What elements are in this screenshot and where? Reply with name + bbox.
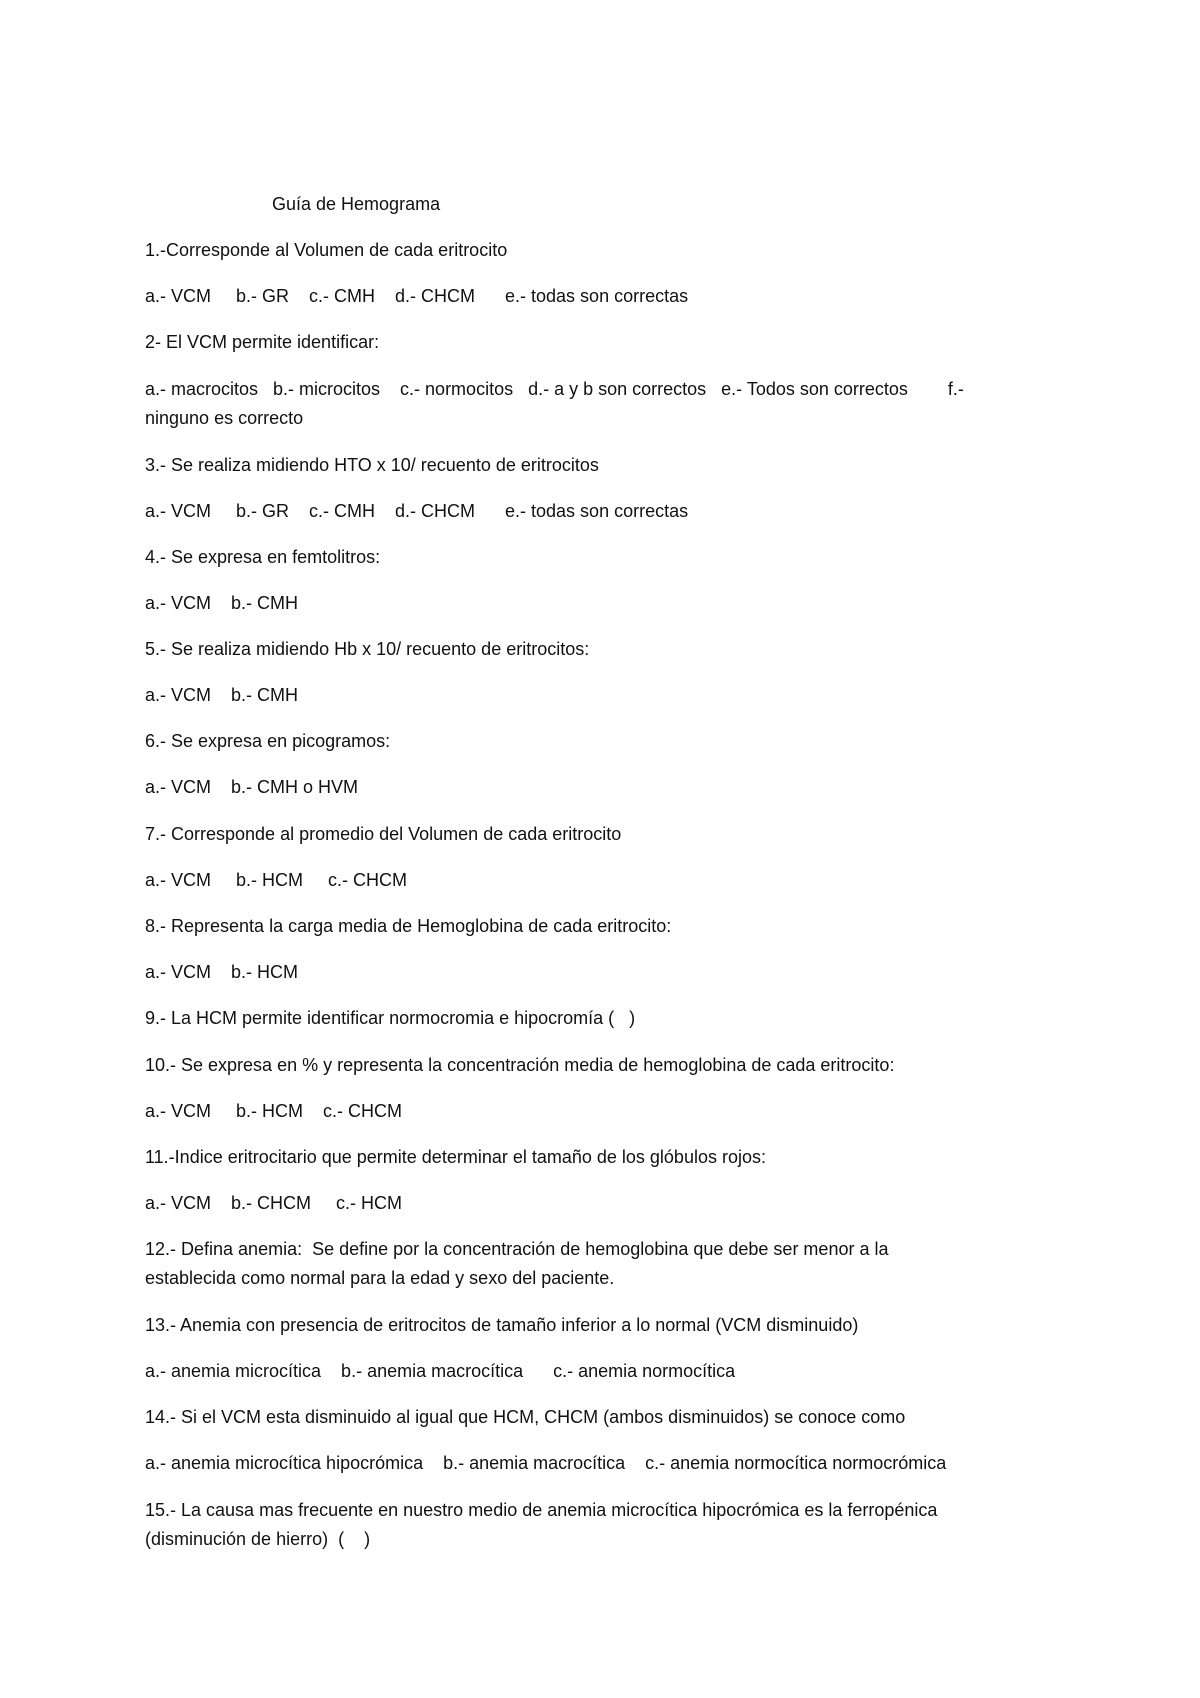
question-7: 7.- Corresponde al promedio del Volumen de cada eritrocito — [145, 824, 622, 844]
question-12: 12.- Defina anemia: Se define por la concentración de hemoglobina que debe ser menor a la — [145, 1239, 889, 1259]
answers-6: a.- VCM b.- CMH o HVM — [145, 777, 359, 797]
question-3: 3.- Se realiza midiendo HTO x 10/ recuento de eritrocitos — [145, 455, 599, 475]
question-15-continued: (disminución de hierro) ( ) — [145, 1529, 371, 1549]
question-11: 11.-Indice eritrocitario que permite determinar el tamaño de los glóbulos rojos: — [145, 1147, 766, 1167]
question-4: 4.- Se expresa en femtolitros: — [145, 547, 381, 567]
answers-2-continued: ninguno es correcto — [145, 408, 304, 428]
question-2: 2- El VCM permite identificar: — [145, 332, 380, 352]
question-8: 8.- Representa la carga media de Hemoglobina de cada eritrocito: — [145, 916, 672, 936]
question-9: 9.- La HCM permite identificar normocromia e hipocromía ( ) — [145, 1008, 636, 1028]
answers-11: a.- VCM b.- CHCM c.- HCM — [145, 1193, 403, 1213]
answers-3: a.- VCM b.- GR c.- CMH d.- CHCM e.- todas son correctas — [145, 501, 689, 521]
question-6: 6.- Se expresa en picogramos: — [145, 731, 391, 751]
question-13: 13.- Anemia con presencia de eritrocitos de tamaño inferior a lo normal (VCM disminuido) — [145, 1315, 859, 1335]
answers-8: a.- VCM b.- HCM — [145, 962, 299, 982]
question-14: 14.- Si el VCM esta disminuido al igual que HCM, CHCM (ambos disminuidos) se conoce como — [145, 1407, 906, 1427]
question-12-continued: establecida como normal para la edad y sexo del paciente. — [145, 1268, 615, 1288]
page-title: Guía de Hemograma — [272, 194, 441, 214]
answers-4: a.- VCM b.- CMH — [145, 593, 299, 613]
answers-7: a.- VCM b.- HCM c.- CHCM — [145, 870, 408, 890]
answers-2: a.- macrocitos b.- microcitos c.- normocitos d.- a y b son correctos e.- Todos son correctos f.- — [145, 379, 964, 399]
answers-1: a.- VCM b.- GR c.- CMH d.- CHCM e.- todas son correctas — [145, 286, 689, 306]
answers-14: a.- anemia microcítica hipocrómica b.- anemia macrocítica c.- anemia normocítica normocrómica — [145, 1453, 947, 1473]
answers-10: a.- VCM b.- HCM c.- CHCM — [145, 1101, 403, 1121]
question-10: 10.- Se expresa en % y representa la concentración media de hemoglobina de cada eritrocito: — [145, 1055, 895, 1075]
question-5: 5.- Se realiza midiendo Hb x 10/ recuento de eritrocitos: — [145, 639, 590, 659]
answers-5: a.- VCM b.- CMH — [145, 685, 299, 705]
answers-13: a.- anemia microcítica b.- anemia macrocítica c.- anemia normocítica — [145, 1361, 736, 1381]
question-1: 1.-Corresponde al Volumen de cada eritrocito — [145, 240, 508, 260]
question-15: 15.- La causa mas frecuente en nuestro medio de anemia microcítica hipocrómica es la ferropénica — [145, 1500, 938, 1520]
